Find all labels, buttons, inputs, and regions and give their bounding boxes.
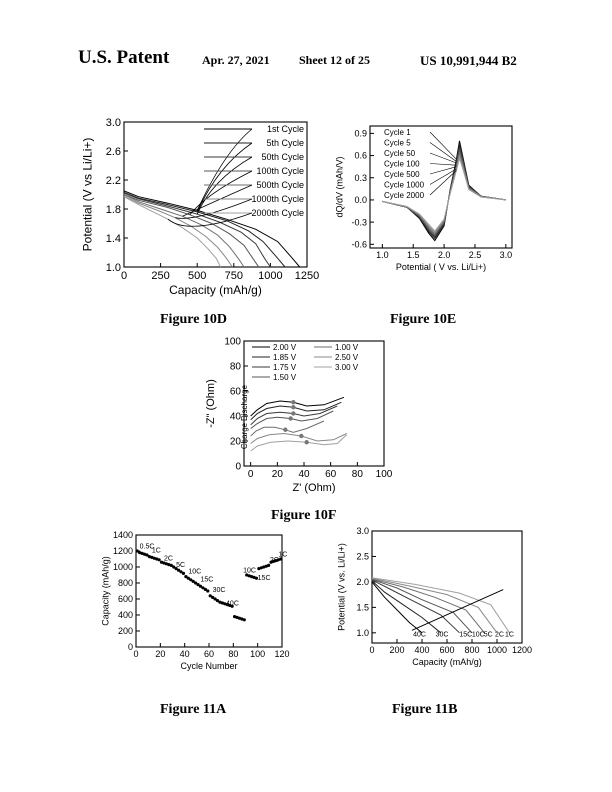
figure-10e-chart [326, 114, 526, 289]
y-axis-label: dQ/dV (mAh/V) [334, 156, 345, 218]
x-tick-label: 20 [271, 469, 283, 480]
legend-label: Cycle 500 [384, 170, 420, 179]
x-tick-label: 2.5 [468, 250, 482, 260]
y-tick-label: 0.6 [354, 150, 367, 161]
legend-label: 500th Cycle [256, 180, 304, 190]
x-tick-label: 1000 [258, 270, 283, 282]
rate-annotation: 40C [413, 631, 426, 639]
y-tick-label: 60 [229, 386, 241, 398]
legend-label: 1.75 V [273, 363, 297, 372]
y-tick-label: -0.6 [351, 239, 367, 250]
x-axis-label: Potential ( V vs. Li/Li+) [395, 262, 487, 272]
rate-annotation: 0.5C [139, 543, 155, 551]
x-tick-label: 400 [414, 645, 430, 655]
plot-frame [244, 341, 384, 466]
rate-annotation: 1C [151, 547, 161, 555]
x-tick-label: 120 [274, 649, 290, 659]
y-tick-label: 0.0 [354, 195, 367, 206]
y-tick-label: 800 [117, 578, 133, 589]
x-tick-label: 1200 [511, 645, 533, 655]
x-tick-label: 500 [188, 270, 207, 282]
y-tick-label: 0.9 [354, 128, 367, 139]
y-tick-label: 0 [235, 461, 241, 473]
series-marker [291, 400, 295, 404]
rate-annotation: 15C [459, 631, 473, 639]
y-tick-label: 2.6 [105, 145, 121, 158]
legend-label: Cycle 1000 [384, 180, 425, 190]
caption-figure-11b: Figure 11B [392, 702, 458, 717]
x-tick-label: 60 [325, 469, 337, 480]
legend-label: 1st Cycle [266, 124, 304, 134]
series-line-1 [372, 581, 441, 633]
x-tick-label: 40 [298, 469, 310, 480]
legend-label: 1.00 V [335, 343, 359, 352]
x-axis-label: Cycle Number [180, 661, 238, 671]
caption-figure-10d: Figure 10D [160, 312, 228, 327]
annotation-discharge: Discharge [240, 384, 249, 422]
x-tick-label: 0 [133, 649, 139, 659]
y-tick-label: 2.0 [356, 577, 369, 588]
legend-label: 3.00 V [335, 363, 359, 372]
legend-label: 2.00 V [273, 343, 297, 352]
x-tick-label: 750 [224, 270, 243, 282]
y-tick-label: 0 [127, 642, 133, 653]
rate-annotation: 10C [471, 631, 485, 639]
series-line-0 [372, 582, 422, 633]
series-line-0 [251, 397, 344, 416]
legend-arrow [430, 164, 456, 166]
annotation-charge: Charge [240, 422, 249, 450]
y-tick-label: 3.0 [356, 526, 369, 537]
rate-annotation: 40C [226, 600, 239, 608]
series-marker [304, 440, 308, 444]
x-tick-label: 250 [151, 270, 170, 282]
legend-label: 1.85 V [273, 353, 297, 362]
x-tick-label: 100 [250, 649, 266, 659]
legend-arrow [168, 213, 252, 226]
rate-annotation: 2C [495, 631, 504, 639]
rate-annotation: 30C [435, 631, 449, 639]
rate-annotation: 10C [243, 567, 256, 575]
y-tick-label: 2.2 [105, 174, 121, 187]
x-tick-label: 0 [120, 270, 128, 282]
series-line-6 [251, 435, 347, 451]
y-tick-label: 80 [229, 361, 241, 373]
x-tick-label: 1000 [486, 645, 508, 655]
x-tick-label: 60 [203, 649, 215, 659]
legend-label: Cycle 5 [384, 138, 411, 148]
x-tick-label: 80 [351, 469, 363, 480]
legend-label: Cycle 2000 [384, 191, 425, 200]
y-tick-label: 1000 [112, 562, 133, 573]
y-tick-label: 1.0 [356, 627, 369, 638]
x-tick-label: 1.0 [376, 250, 389, 260]
x-tick-label: 0 [369, 645, 375, 655]
y-axis-label: -Z" (Ohm) [205, 379, 217, 428]
x-tick-label: 0 [247, 469, 254, 480]
figure-10f-chart [198, 333, 398, 498]
y-tick-label: 3.0 [105, 116, 121, 129]
legend-arrow [430, 153, 456, 163]
legend-label: 1000th Cycle [251, 194, 304, 204]
x-tick-label: 100 [375, 469, 393, 480]
legend-label: Cycle 1 [384, 128, 411, 137]
y-tick-label: 20 [229, 436, 241, 448]
x-tick-label: 40 [179, 649, 190, 659]
patent-number: US 10,991,944 B2 [420, 53, 517, 68]
y-tick-label: 1.5 [356, 602, 369, 613]
x-tick-label: 1.5 [406, 250, 420, 260]
data-point [158, 558, 161, 561]
x-tick-label: 2.0 [437, 250, 451, 260]
legend-label: Cycle 50 [384, 149, 416, 158]
rate-annotation: 10C [188, 568, 202, 576]
y-tick-label: 200 [117, 626, 133, 637]
y-tick-label: 40 [229, 411, 241, 423]
y-tick-label: 1.4 [105, 232, 121, 245]
series-marker [291, 411, 295, 415]
x-tick-label: 3.0 [499, 250, 513, 260]
legend-arrow [430, 167, 456, 174]
figure-10d-chart [74, 108, 320, 308]
caption-figure-10f: Figure 10F [271, 508, 337, 523]
figure-11a-chart [92, 525, 292, 675]
legend-label: Cycle 100 [384, 159, 420, 169]
y-tick-label: 1400 [112, 530, 133, 541]
legend-label: 1.50 V [273, 373, 297, 382]
rate-annotation: 30C [212, 586, 226, 594]
x-tick-label: 80 [228, 649, 239, 659]
rate-annotation: 15C [257, 574, 271, 582]
rate-annotation: 1C [505, 631, 514, 639]
y-axis-label: Potential (V vs. Li/Li+) [336, 543, 347, 631]
data-point [267, 564, 270, 567]
y-tick-label: 1.8 [105, 203, 121, 216]
y-tick-label: 100 [224, 336, 241, 348]
series-marker [299, 434, 303, 438]
y-tick-label: 400 [117, 610, 133, 621]
x-tick-label: 20 [155, 649, 166, 659]
y-tick-label: 0.3 [354, 172, 367, 183]
series-line-4 [124, 195, 244, 268]
rate-annotation: 5C [176, 562, 186, 569]
legend-arrow [197, 143, 252, 212]
data-point [243, 618, 246, 621]
y-tick-label: 600 [117, 594, 133, 605]
legend-label: 2000th Cycle [251, 208, 304, 218]
series-marker [288, 416, 292, 420]
x-tick-label: 1250 [294, 270, 320, 282]
caption-figure-11a: Figure 11A [160, 702, 227, 717]
patent-label: U.S. Patent [78, 47, 170, 68]
x-tick-label: 200 [389, 645, 405, 655]
figure-11b-chart [330, 521, 533, 671]
y-tick-label: -0.3 [351, 217, 367, 228]
patent-date: Apr. 27, 2021 [202, 53, 270, 67]
trend-arrow [412, 590, 503, 631]
x-axis-label: Z' (Ohm) [292, 482, 336, 494]
data-point [182, 572, 185, 575]
series-marker [283, 428, 287, 432]
legend-label: 2.50 V [335, 353, 359, 362]
series-marker [291, 405, 295, 409]
rate-annotation: 15C [200, 576, 214, 584]
y-axis-label: Potential (V vs Li/Li+) [80, 137, 95, 252]
rate-annotation: 2C [163, 555, 173, 563]
y-tick-label: 1200 [112, 546, 133, 557]
rate-annotation: 5C [483, 631, 493, 639]
x-axis-label: Capacity (mAh/g) [169, 283, 262, 297]
y-tick-label: 2.5 [356, 551, 369, 562]
legend-label: 5th Cycle [266, 138, 304, 148]
legend-label: 50th Cycle [261, 152, 304, 162]
x-tick-label: 800 [464, 645, 480, 655]
y-tick-label: 1.0 [105, 261, 121, 274]
rate-annotation: 1C [278, 551, 288, 559]
y-axis-label: Capacity (mAh/g) [100, 556, 111, 626]
sheet-number: Sheet 12 of 25 [299, 53, 370, 67]
data-point [206, 589, 209, 592]
legend-label: 100th Cycle [256, 166, 304, 176]
caption-figure-10e: Figure 10E [390, 312, 457, 327]
x-axis-label: Capacity (mAh/g) [412, 657, 482, 667]
rate-annotation: 2C [269, 557, 279, 565]
x-tick-label: 600 [439, 645, 455, 655]
